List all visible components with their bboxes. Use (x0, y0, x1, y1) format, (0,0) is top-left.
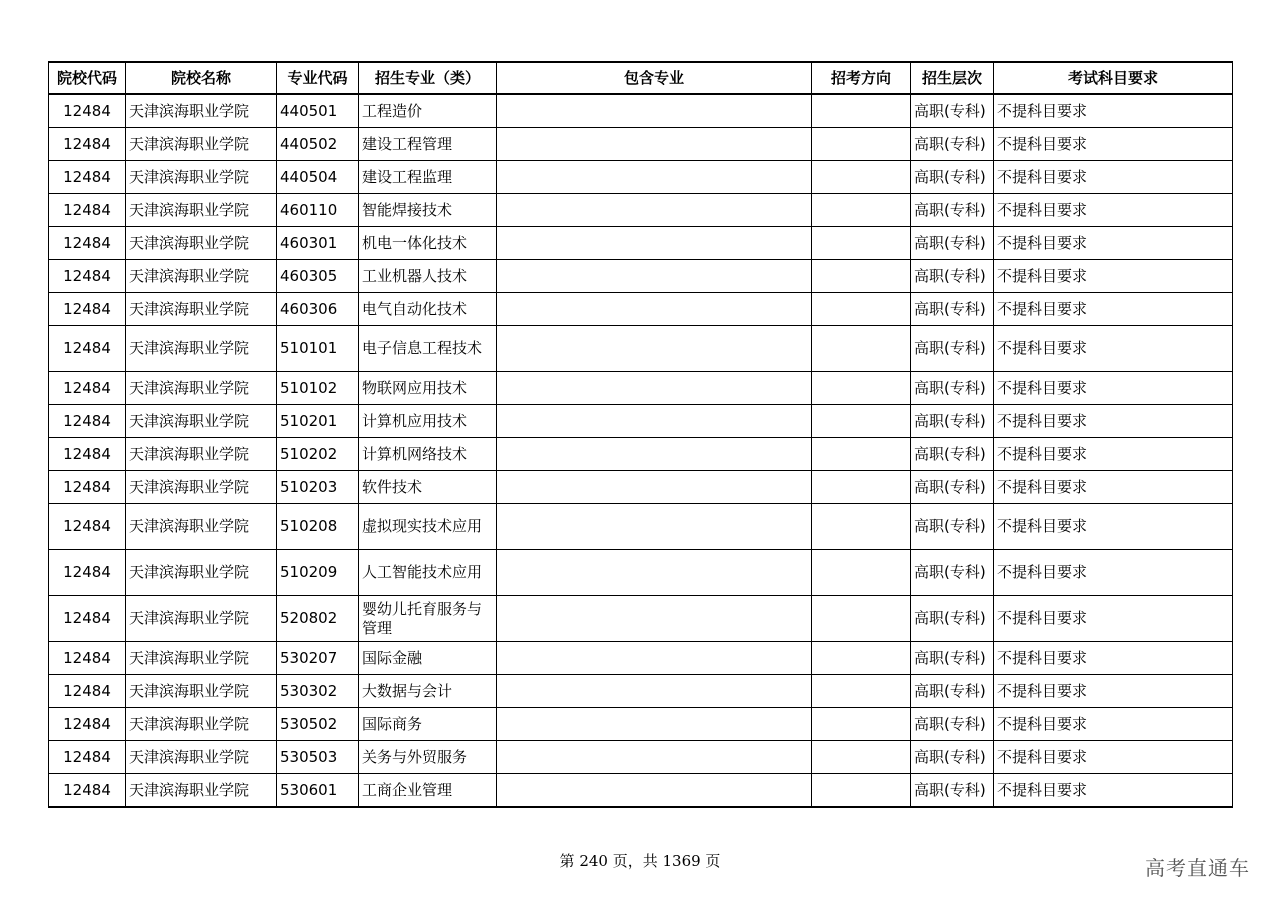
cell-included-majors (497, 471, 812, 504)
cell-direction (812, 675, 911, 708)
cell-major: 国际商务 (359, 708, 497, 741)
cell-direction (812, 471, 911, 504)
cell-level: 高职(专科) (911, 194, 994, 227)
cell-level: 高职(专科) (911, 161, 994, 194)
cell-major-code: 530601 (277, 774, 359, 808)
cell-school-name: 天津滨海职业学院 (126, 405, 277, 438)
cell-requirement: 不提科目要求 (994, 596, 1233, 642)
cell-major: 电气自动化技术 (359, 293, 497, 326)
cell-school-code: 12484 (49, 161, 126, 194)
cell-school-code: 12484 (49, 194, 126, 227)
cell-school-name: 天津滨海职业学院 (126, 504, 277, 550)
cell-included-majors (497, 161, 812, 194)
cell-major-code: 530207 (277, 642, 359, 675)
cell-requirement: 不提科目要求 (994, 227, 1233, 260)
cell-requirement: 不提科目要求 (994, 128, 1233, 161)
cell-school-code: 12484 (49, 596, 126, 642)
table-body (49, 94, 1233, 807)
table-row (49, 260, 1233, 293)
cell-school-name: 天津滨海职业学院 (126, 94, 277, 128)
cell-included-majors (497, 227, 812, 260)
cell-direction (812, 642, 911, 675)
cell-major: 大数据与会计 (359, 675, 497, 708)
cell-included-majors (497, 741, 812, 774)
cell-school-name: 天津滨海职业学院 (126, 550, 277, 596)
cell-school-name: 天津滨海职业学院 (126, 774, 277, 808)
cell-level: 高职(专科) (911, 326, 994, 372)
cell-school-code: 12484 (49, 774, 126, 808)
table-row (49, 504, 1233, 550)
cell-school-code: 12484 (49, 405, 126, 438)
cell-included-majors (497, 675, 812, 708)
cell-requirement: 不提科目要求 (994, 326, 1233, 372)
table-row (49, 642, 1233, 675)
table-row (49, 405, 1233, 438)
cell-level: 高职(专科) (911, 128, 994, 161)
table-row (49, 774, 1233, 808)
cell-direction (812, 128, 911, 161)
table-row (49, 471, 1233, 504)
table-row (49, 227, 1233, 260)
cell-level: 高职(专科) (911, 94, 994, 128)
cell-school-name: 天津滨海职业学院 (126, 596, 277, 642)
cell-level: 高职(专科) (911, 227, 994, 260)
cell-major-code: 460110 (277, 194, 359, 227)
cell-school-code: 12484 (49, 438, 126, 471)
header-included-majors: 包含专业 (497, 62, 812, 94)
table-row (49, 550, 1233, 596)
cell-school-name: 天津滨海职业学院 (126, 708, 277, 741)
cell-school-code: 12484 (49, 675, 126, 708)
cell-included-majors (497, 94, 812, 128)
cell-direction (812, 550, 911, 596)
cell-major: 婴幼儿托育服务与管理 (359, 596, 497, 642)
cell-major-code: 510102 (277, 372, 359, 405)
cell-school-name: 天津滨海职业学院 (126, 227, 277, 260)
header-direction: 招考方向 (812, 62, 911, 94)
cell-requirement: 不提科目要求 (994, 504, 1233, 550)
page-number: 第 240 页，共 1369 页 (559, 852, 721, 870)
cell-school-code: 12484 (49, 260, 126, 293)
cell-major: 软件技术 (359, 471, 497, 504)
cell-major: 建设工程监理 (359, 161, 497, 194)
watermark-text: 高考直通车 (1145, 856, 1250, 880)
cell-direction (812, 774, 911, 808)
cell-school-name: 天津滨海职业学院 (126, 471, 277, 504)
header-level: 招生层次 (911, 62, 994, 94)
cell-level: 高职(专科) (911, 438, 994, 471)
cell-major-code: 510203 (277, 471, 359, 504)
cell-school-name: 天津滨海职业学院 (126, 675, 277, 708)
cell-school-name: 天津滨海职业学院 (126, 438, 277, 471)
cell-direction (812, 596, 911, 642)
cell-level: 高职(专科) (911, 741, 994, 774)
table-row (49, 438, 1233, 471)
cell-major: 人工智能技术应用 (359, 550, 497, 596)
cell-major: 工业机器人技术 (359, 260, 497, 293)
table-row (49, 128, 1233, 161)
cell-level: 高职(专科) (911, 372, 994, 405)
cell-requirement: 不提科目要求 (994, 741, 1233, 774)
cell-school-code: 12484 (49, 227, 126, 260)
cell-major-code: 440504 (277, 161, 359, 194)
cell-requirement: 不提科目要求 (994, 471, 1233, 504)
cell-level: 高职(专科) (911, 293, 994, 326)
header-school-code: 院校代码 (49, 62, 126, 94)
cell-direction (812, 293, 911, 326)
cell-direction (812, 194, 911, 227)
cell-direction (812, 708, 911, 741)
cell-included-majors (497, 326, 812, 372)
admissions-table (48, 61, 1233, 808)
cell-requirement: 不提科目要求 (994, 405, 1233, 438)
cell-direction (812, 94, 911, 128)
table-row (49, 326, 1233, 372)
cell-school-code: 12484 (49, 128, 126, 161)
cell-direction (812, 741, 911, 774)
header-major-code: 专业代码 (277, 62, 359, 94)
cell-included-majors (497, 504, 812, 550)
cell-direction (812, 405, 911, 438)
cell-major-code: 440502 (277, 128, 359, 161)
cell-school-code: 12484 (49, 642, 126, 675)
header-requirement: 考试科目要求 (994, 62, 1233, 94)
cell-school-name: 天津滨海职业学院 (126, 372, 277, 405)
table-row (49, 596, 1233, 642)
table-row (49, 708, 1233, 741)
cell-school-code: 12484 (49, 471, 126, 504)
cell-school-code: 12484 (49, 708, 126, 741)
cell-requirement: 不提科目要求 (994, 550, 1233, 596)
cell-school-code: 12484 (49, 372, 126, 405)
cell-level: 高职(专科) (911, 642, 994, 675)
table-row (49, 372, 1233, 405)
cell-level: 高职(专科) (911, 774, 994, 808)
cell-major: 关务与外贸服务 (359, 741, 497, 774)
cell-major-code: 510202 (277, 438, 359, 471)
cell-direction (812, 504, 911, 550)
cell-school-name: 天津滨海职业学院 (126, 293, 277, 326)
cell-level: 高职(专科) (911, 708, 994, 741)
cell-major-code: 530502 (277, 708, 359, 741)
cell-major-code: 460306 (277, 293, 359, 326)
cell-included-majors (497, 642, 812, 675)
table-row (49, 94, 1233, 128)
cell-requirement: 不提科目要求 (994, 708, 1233, 741)
cell-school-name: 天津滨海职业学院 (126, 642, 277, 675)
cell-school-name: 天津滨海职业学院 (126, 128, 277, 161)
cell-school-code: 12484 (49, 504, 126, 550)
cell-level: 高职(专科) (911, 675, 994, 708)
cell-school-name: 天津滨海职业学院 (126, 194, 277, 227)
cell-requirement: 不提科目要求 (994, 293, 1233, 326)
cell-major-code: 530302 (277, 675, 359, 708)
cell-major: 虚拟现实技术应用 (359, 504, 497, 550)
cell-requirement: 不提科目要求 (994, 260, 1233, 293)
cell-included-majors (497, 194, 812, 227)
cell-major-code: 510201 (277, 405, 359, 438)
cell-requirement: 不提科目要求 (994, 94, 1233, 128)
cell-major: 建设工程管理 (359, 128, 497, 161)
cell-level: 高职(专科) (911, 596, 994, 642)
cell-included-majors (497, 550, 812, 596)
header-school-name: 院校名称 (126, 62, 277, 94)
cell-major-code: 440501 (277, 94, 359, 128)
cell-direction (812, 260, 911, 293)
cell-major: 工程造价 (359, 94, 497, 128)
cell-requirement: 不提科目要求 (994, 194, 1233, 227)
cell-major: 国际金融 (359, 642, 497, 675)
cell-major-code: 510209 (277, 550, 359, 596)
cell-direction (812, 372, 911, 405)
cell-level: 高职(专科) (911, 504, 994, 550)
cell-requirement: 不提科目要求 (994, 774, 1233, 808)
cell-requirement: 不提科目要求 (994, 438, 1233, 471)
table-row (49, 161, 1233, 194)
cell-school-name: 天津滨海职业学院 (126, 161, 277, 194)
cell-major: 智能焊接技术 (359, 194, 497, 227)
cell-level: 高职(专科) (911, 405, 994, 438)
cell-major: 机电一体化技术 (359, 227, 497, 260)
cell-level: 高职(专科) (911, 260, 994, 293)
table-row (49, 194, 1233, 227)
cell-major: 工商企业管理 (359, 774, 497, 808)
cell-major-code: 520802 (277, 596, 359, 642)
table-row (49, 675, 1233, 708)
cell-major-code: 460305 (277, 260, 359, 293)
cell-school-name: 天津滨海职业学院 (126, 741, 277, 774)
cell-major: 物联网应用技术 (359, 372, 497, 405)
cell-included-majors (497, 260, 812, 293)
cell-included-majors (497, 596, 812, 642)
cell-requirement: 不提科目要求 (994, 161, 1233, 194)
header-major: 招生专业（类） (359, 62, 497, 94)
cell-school-code: 12484 (49, 293, 126, 326)
cell-major-code: 530503 (277, 741, 359, 774)
cell-level: 高职(专科) (911, 550, 994, 596)
cell-major: 计算机应用技术 (359, 405, 497, 438)
cell-school-code: 12484 (49, 326, 126, 372)
cell-level: 高职(专科) (911, 471, 994, 504)
cell-school-name: 天津滨海职业学院 (126, 326, 277, 372)
table-header-row (49, 62, 1233, 94)
cell-major-code: 510101 (277, 326, 359, 372)
table-row (49, 293, 1233, 326)
cell-direction (812, 438, 911, 471)
cell-included-majors (497, 372, 812, 405)
cell-requirement: 不提科目要求 (994, 372, 1233, 405)
cell-school-code: 12484 (49, 550, 126, 596)
cell-requirement: 不提科目要求 (994, 675, 1233, 708)
cell-included-majors (497, 438, 812, 471)
cell-major-code: 460301 (277, 227, 359, 260)
cell-included-majors (497, 708, 812, 741)
cell-included-majors (497, 128, 812, 161)
cell-major: 电子信息工程技术 (359, 326, 497, 372)
cell-direction (812, 227, 911, 260)
cell-included-majors (497, 293, 812, 326)
cell-included-majors (497, 405, 812, 438)
table-row (49, 741, 1233, 774)
cell-school-code: 12484 (49, 741, 126, 774)
cell-major-code: 510208 (277, 504, 359, 550)
cell-direction (812, 161, 911, 194)
cell-major: 计算机网络技术 (359, 438, 497, 471)
cell-school-name: 天津滨海职业学院 (126, 260, 277, 293)
cell-requirement: 不提科目要求 (994, 642, 1233, 675)
cell-direction (812, 326, 911, 372)
cell-included-majors (497, 774, 812, 808)
cell-school-code: 12484 (49, 94, 126, 128)
